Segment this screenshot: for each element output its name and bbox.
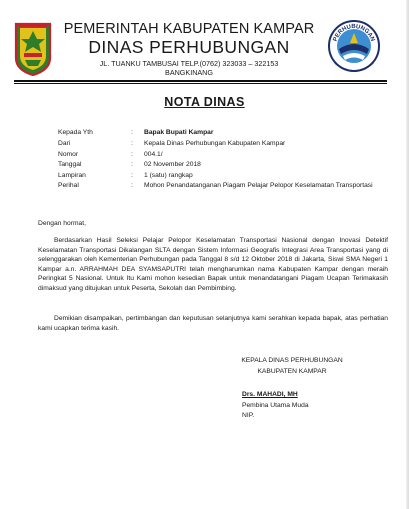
field-value-from: Kepala Dinas Perhubungan Kabupaten Kampar [144, 140, 286, 147]
field-label-subject: Perihal [58, 182, 79, 189]
greeting: Dengan hormat, [38, 220, 86, 227]
letterhead-rule-thin [14, 83, 387, 84]
signatory-rank: Pembina Utama Muda [242, 402, 309, 409]
letterhead-government: PEMERINTAH KABUPATEN KAMPAR [63, 21, 315, 37]
letterhead-rule-thick [14, 80, 387, 82]
signature-office: KABUPATEN KAMPAR [257, 368, 327, 375]
body-paragraph-2: Demikian disampaikan, pertimbangan dan keputusan selanjutnya kami serahkan kepada bapak, atas perhatian kami ucapkan terima kasih. [38, 315, 388, 332]
perhubungan-logo-text: PERHUBUNGAN [332, 23, 376, 43]
document-title: NOTA DINAS [164, 95, 245, 109]
field-label-attachment: Lampiran [58, 172, 86, 179]
field-colon: : [131, 151, 133, 158]
signatory-nip: NIP. [242, 412, 255, 419]
perhubungan-emblem-icon [327, 19, 381, 77]
field-value-date: 02 November 2018 [144, 161, 201, 168]
signature-title: KEPALA DINAS PERHUBUNGAN [241, 357, 343, 364]
signatory-name: Drs. MAHADI, MH [242, 391, 298, 398]
letterhead-department: DINAS PERHUBUNGAN [88, 37, 290, 57]
body-paragraph-1: Berdasarkan Hasil Seleksi Pelajar Pelopor Keselamatan Transportasi Nasional dengan Inovasi Detektif Keselamatan Transportasi Dikalangan SLTA dengan Sistem Informasi Geografis Integrasi Area Transportasi yang di selenggarakan oleh Kementerian Perhubungan pada Tanggal 8 s/d 12 Oktober 2018 di Jakarta, Siswi SMA Negeri 1 Kampar a.n. ARRAHMAH DEA SYAMSAPUTRI telah mengharumkan nama Kabupaten Kampar dengan meraih Peringkat 5 Nasional. Untuk Itu Kami mohon kesedian Bapak untuk menandatangani Piagam Ucapan Terimakasih dimaksud yang ditujukan untuk Peserta, Sekolah dan Pembimbing. [38, 237, 388, 292]
field-label-number: Nomor [58, 151, 79, 158]
kampar-regency-emblem-icon [14, 22, 52, 76]
field-label-date: Tanggal [58, 161, 82, 168]
field-label-recipient: Kepada Yth [58, 129, 93, 136]
field-colon: : [131, 172, 133, 179]
field-value-attachment: 1 (satu) rangkap [144, 172, 193, 179]
field-colon: : [131, 182, 133, 189]
letterhead-city: BANGKINANG [165, 68, 213, 77]
field-colon: : [131, 161, 133, 168]
field-value-recipient: Bapak Bupati Kampar [144, 129, 214, 136]
field-label-from: Dari [58, 140, 71, 147]
letterhead-address: JL. TUANKU TAMBUSAI TELP.(0762) 323033 – 322153 [99, 59, 279, 68]
field-value-number: 004.1/ [144, 151, 163, 158]
field-colon: : [131, 140, 133, 147]
field-value-subject: Mohon Penandatanganan Piagam Pelajar Pelopor Keselamatan Transportasi [144, 182, 373, 189]
field-colon: : [131, 129, 133, 136]
